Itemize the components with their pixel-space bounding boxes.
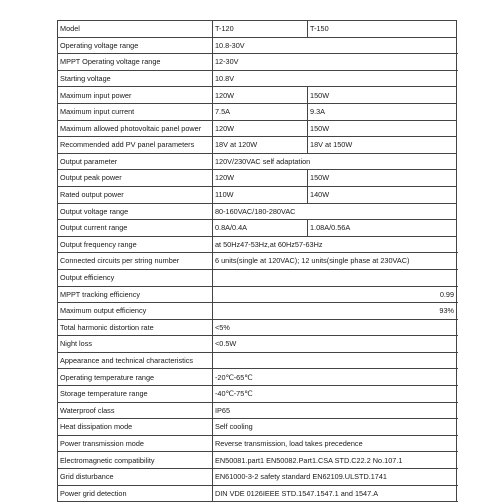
- table-row: [58, 70, 457, 87]
- table-row: [58, 452, 457, 469]
- table-row: [58, 269, 457, 286]
- value-cell: Reverse transmission, load takes precedence: [213, 435, 457, 452]
- value-cell: 0.8A/0.4A: [213, 220, 308, 237]
- value-cell: 9.3A: [308, 103, 457, 120]
- table-row: [58, 203, 457, 220]
- value-cell: [213, 269, 457, 286]
- value-cell: 120W: [213, 170, 308, 187]
- value-cell: 150W: [308, 170, 457, 187]
- row-label: Waterproof class: [58, 402, 213, 419]
- row-label: Connected circuits per string number: [58, 253, 213, 270]
- spec-table: [57, 20, 457, 502]
- value-cell: 6 units(single at 120VAC); 12 units(single phase at 230VAC): [213, 253, 457, 270]
- table-row: [58, 153, 457, 170]
- table-row: [58, 236, 457, 253]
- value-cell: 93%: [213, 303, 457, 320]
- table-row: [58, 303, 457, 320]
- row-label: Maximum allowed photovoltaic panel power: [58, 120, 213, 137]
- value-cell: at 50Hz47-53Hz,at 60Hz57-63Hz: [213, 236, 457, 253]
- table-row: [58, 419, 457, 436]
- value-cell: 18V at 150W: [308, 137, 457, 154]
- row-label: Rated output power: [58, 186, 213, 203]
- value-cell: 10.8-30V: [213, 37, 457, 54]
- table-row: [58, 37, 457, 54]
- table-row: [58, 435, 457, 452]
- row-label: Maximum input current: [58, 103, 213, 120]
- value-cell: 120W: [213, 120, 308, 137]
- row-label: Appearance and technical characteristics: [58, 352, 213, 369]
- table-row: [58, 485, 457, 502]
- row-label: Output efficiency: [58, 269, 213, 286]
- table-row: [58, 54, 457, 71]
- value-cell: 120V/230VAC self adaptation: [213, 153, 457, 170]
- row-label: Recommended add PV panel parameters: [58, 137, 213, 154]
- table-row: [58, 103, 457, 120]
- value-cell: -20℃-65℃: [213, 369, 457, 386]
- value-cell: EN50081.part1 EN50082.Part1.CSA STD.C22.2 No.107.1: [213, 452, 457, 469]
- table-row: [58, 319, 457, 336]
- row-label: Total harmonic distortion rate: [58, 319, 213, 336]
- value-cell: 80-160VAC/180-280VAC: [213, 203, 457, 220]
- value-cell: 7.5A: [213, 103, 308, 120]
- table-row: [58, 336, 457, 353]
- value-cell: 10.8V: [213, 70, 457, 87]
- value-cell: <0.5W: [213, 336, 457, 353]
- table-row: [58, 87, 457, 104]
- value-cell: IP65: [213, 402, 457, 419]
- row-label: Storage temperature range: [58, 386, 213, 403]
- row-label: Operating temperature range: [58, 369, 213, 386]
- value-cell: -40℃-75℃: [213, 386, 457, 403]
- table-row: [58, 120, 457, 137]
- table-row: [58, 253, 457, 270]
- table-row: [58, 137, 457, 154]
- value-cell: EN61000-3-2 safety standard EN62109.ULSTD.1741: [213, 469, 457, 486]
- value-cell: T-120: [213, 21, 308, 38]
- value-cell: Self cooling: [213, 419, 457, 436]
- table-row: [58, 352, 457, 369]
- row-label: Output peak power: [58, 170, 213, 187]
- table-row: [58, 21, 457, 38]
- value-cell: 110W: [213, 186, 308, 203]
- table-row: [58, 186, 457, 203]
- row-label: Grid disturbance: [58, 469, 213, 486]
- value-cell: [213, 352, 457, 369]
- value-cell: DIN VDE 0126IEEE STD.1547.1547.1 and 1547.A: [213, 485, 457, 502]
- row-label: Maximum output efficiency: [58, 303, 213, 320]
- table-row: [58, 369, 457, 386]
- value-cell: 150W: [308, 87, 457, 104]
- value-cell: 12-30V: [213, 54, 457, 71]
- table-row: [58, 386, 457, 403]
- value-cell: 1.08A/0.56A: [308, 220, 457, 237]
- table-row: [58, 469, 457, 486]
- table-row: [58, 402, 457, 419]
- table-row: [58, 170, 457, 187]
- value-cell: 18V at 120W: [213, 137, 308, 154]
- row-label: Night loss: [58, 336, 213, 353]
- spec-table-body: [58, 21, 457, 502]
- value-cell: 0.99: [213, 286, 457, 303]
- value-cell: <5%: [213, 319, 457, 336]
- value-cell: T-150: [308, 21, 457, 38]
- value-cell: 150W: [308, 120, 457, 137]
- row-label: Power transmission mode: [58, 435, 213, 452]
- row-label: MPPT tracking efficiency: [58, 286, 213, 303]
- row-label: Operating voltage range: [58, 37, 213, 54]
- table-row: [58, 220, 457, 237]
- row-label: Power grid detection: [58, 485, 213, 502]
- value-cell: 120W: [213, 87, 308, 104]
- row-label: Heat dissipation mode: [58, 419, 213, 436]
- table-row: [58, 286, 457, 303]
- row-label: Output voltage range: [58, 203, 213, 220]
- row-label: Output current range: [58, 220, 213, 237]
- row-label: Output parameter: [58, 153, 213, 170]
- row-label: Starting voltage: [58, 70, 213, 87]
- value-cell: 140W: [308, 186, 457, 203]
- row-label: Electromagnetic compatibility: [58, 452, 213, 469]
- row-label: Output frequency range: [58, 236, 213, 253]
- row-label: MPPT Operating voltage range: [58, 54, 213, 71]
- row-label: Model: [58, 21, 213, 38]
- row-label: Maximum input power: [58, 87, 213, 104]
